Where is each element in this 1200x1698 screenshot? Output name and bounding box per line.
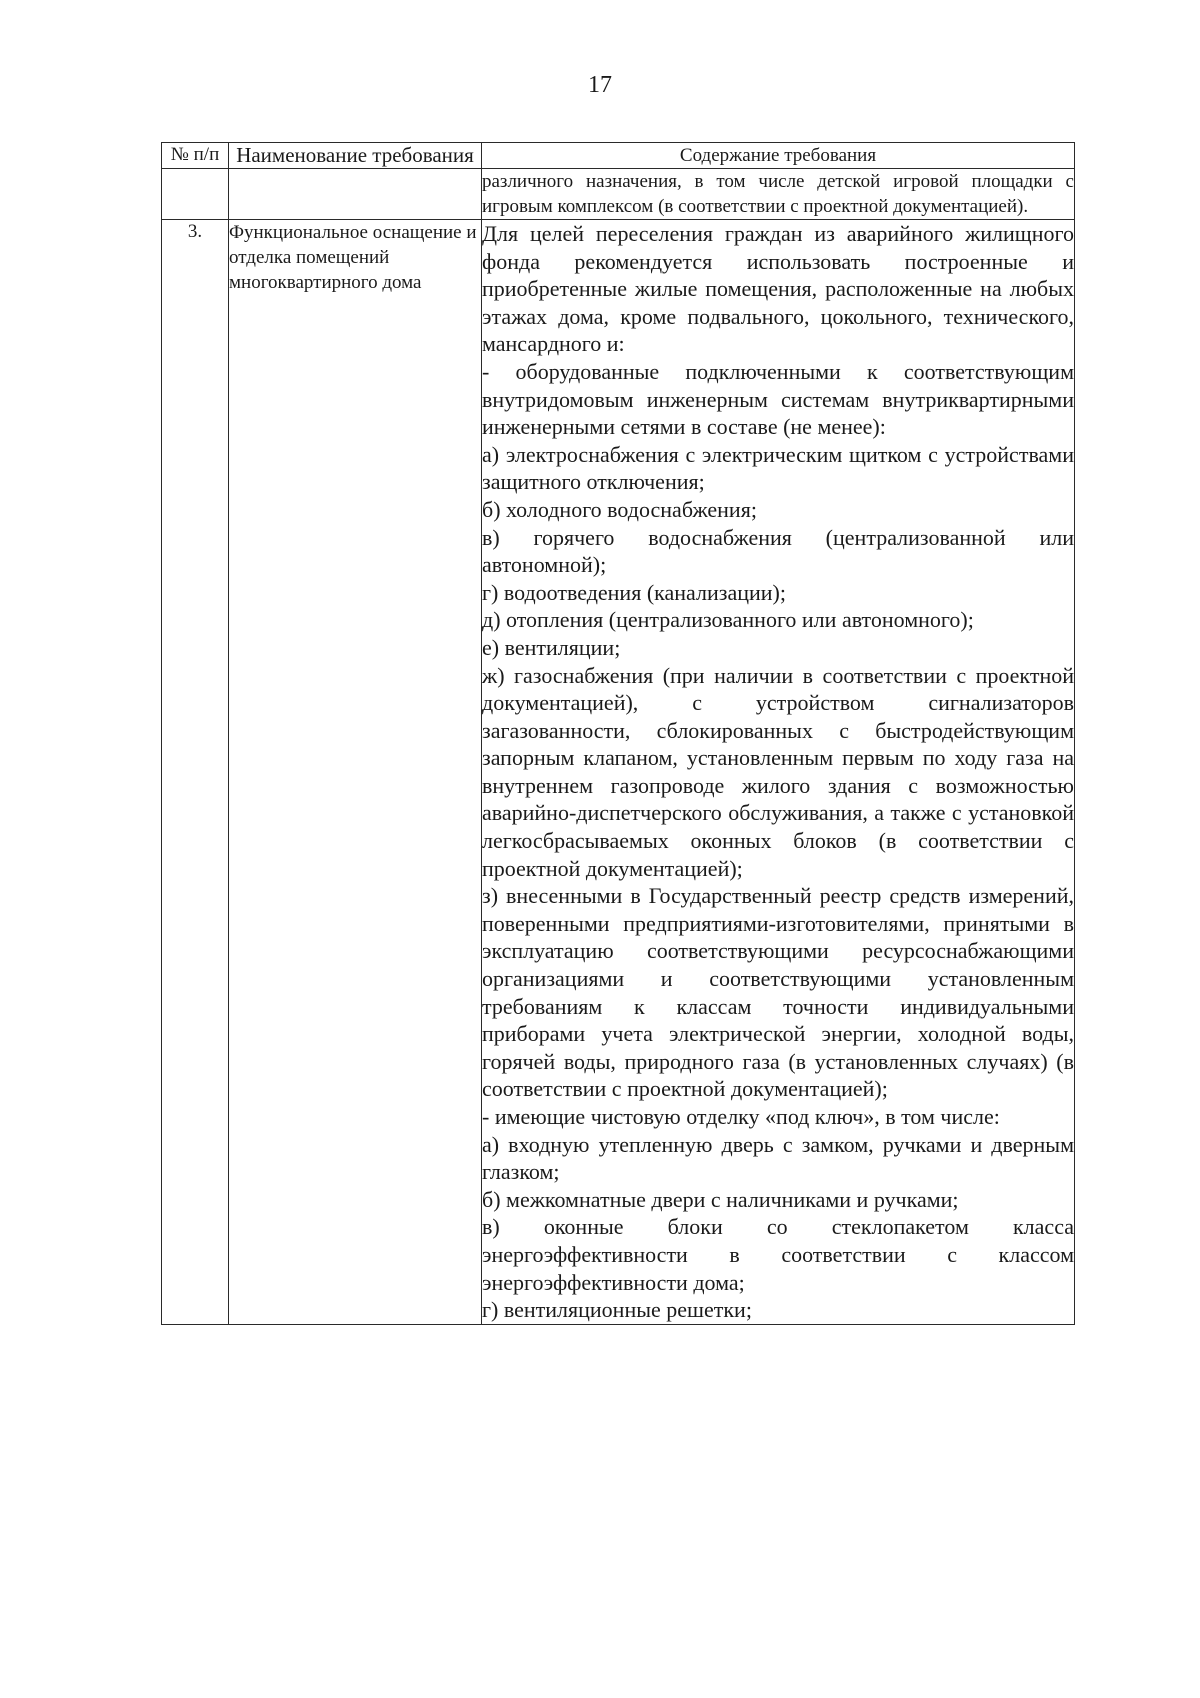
row-requirement-content	[482, 220, 1075, 1325]
continuation-paragraph: различного назначения, в том числе детской игровой площадки с игровым комплексом (в соответствии с проектной документацией).	[482, 171, 1074, 217]
header-content: Содержание требования	[482, 143, 1075, 169]
content-paragraph: з) внесенными в Государственный реестр средств измерений, поверенными предприятиями-изготовителями, принятыми в эксплуатацию соответствующими ресурсоснабжающими организациями и соответствующими установленным требованиям к классам точности индивидуальными приборами учета электрической энергии, холодной воды, горячей воды, природного газа (в установленных случаях) (в соответствии с проектной документацией);	[482, 883, 1074, 1102]
table-row-continuation	[162, 169, 1075, 220]
content-paragraph: д) отопления (централизованного или автономного);	[482, 607, 974, 633]
row-number: 3.	[162, 220, 229, 1325]
content-paragraph: - оборудованные подключенными к соответствующим внутридомовым инженерным системам внутриквартирными инженерными сетями в составе (не менее):	[482, 358, 1074, 440]
row-requirement-name: Функциональное оснащение и отделка помещений многоквартирного дома	[229, 220, 482, 1325]
content-paragraph: ж) газоснабжения (при наличии в соответствии с проектной документацией), с устройством сигнализаторов загазованности, сблокированных с быстродействующим запорным клапаном, установленным первым по ходу газа на внутреннем газопроводе жилого здания с возможностью аварийно-диспетчерского обслуживания, а также с установкой легкосбрасываемых оконных блоков (в соответствии с проектной документацией);	[482, 662, 1074, 881]
content-paragraph: а) входную утепленную дверь с замком, ручками и дверным глазком;	[482, 1131, 1074, 1185]
content-paragraph: б) межкомнатные двери с наличниками и ручками;	[482, 1186, 959, 1212]
requirements-table	[161, 142, 1075, 1325]
content-paragraph: е) вентиляции;	[482, 634, 621, 660]
page-number: 17	[588, 72, 612, 98]
content-paragraph: а) электроснабжения с электрическим щитком с устройствами защитного отключения;	[482, 441, 1074, 495]
content-paragraph: - имеющие чистовую отделку «под ключ», в том числе:	[482, 1104, 1000, 1129]
content-paragraph: в) оконные блоки со стеклопакетом класса энергоэффективности в соответствии с классом энергоэффективности дома;	[482, 1214, 1074, 1295]
content-paragraph: в) горячего водоснабжения (централизованной или автономной);	[482, 524, 1074, 578]
content-paragraph: г) водоотведения (канализации);	[482, 579, 786, 605]
header-num: № п/п	[162, 143, 229, 169]
header-name: Наименование требования	[229, 143, 482, 169]
continuation-content-cell	[482, 169, 1075, 220]
content-paragraph: б) холодного водоснабжения;	[482, 496, 757, 522]
content-paragraph: Для целей переселения граждан из аварийного жилищного фонда рекомендуется использовать построенные и приобретенные жилые помещения, расположенные на любых этажах дома, кроме подвального, цокольного, технического, мансардного и:	[482, 221, 1074, 357]
table-header-row	[162, 143, 1075, 169]
continuation-num-cell	[162, 169, 229, 220]
content-paragraph: г) вентиляционные решетки;	[482, 1297, 752, 1323]
continuation-name-cell	[229, 169, 482, 220]
table-row	[162, 220, 1075, 1325]
